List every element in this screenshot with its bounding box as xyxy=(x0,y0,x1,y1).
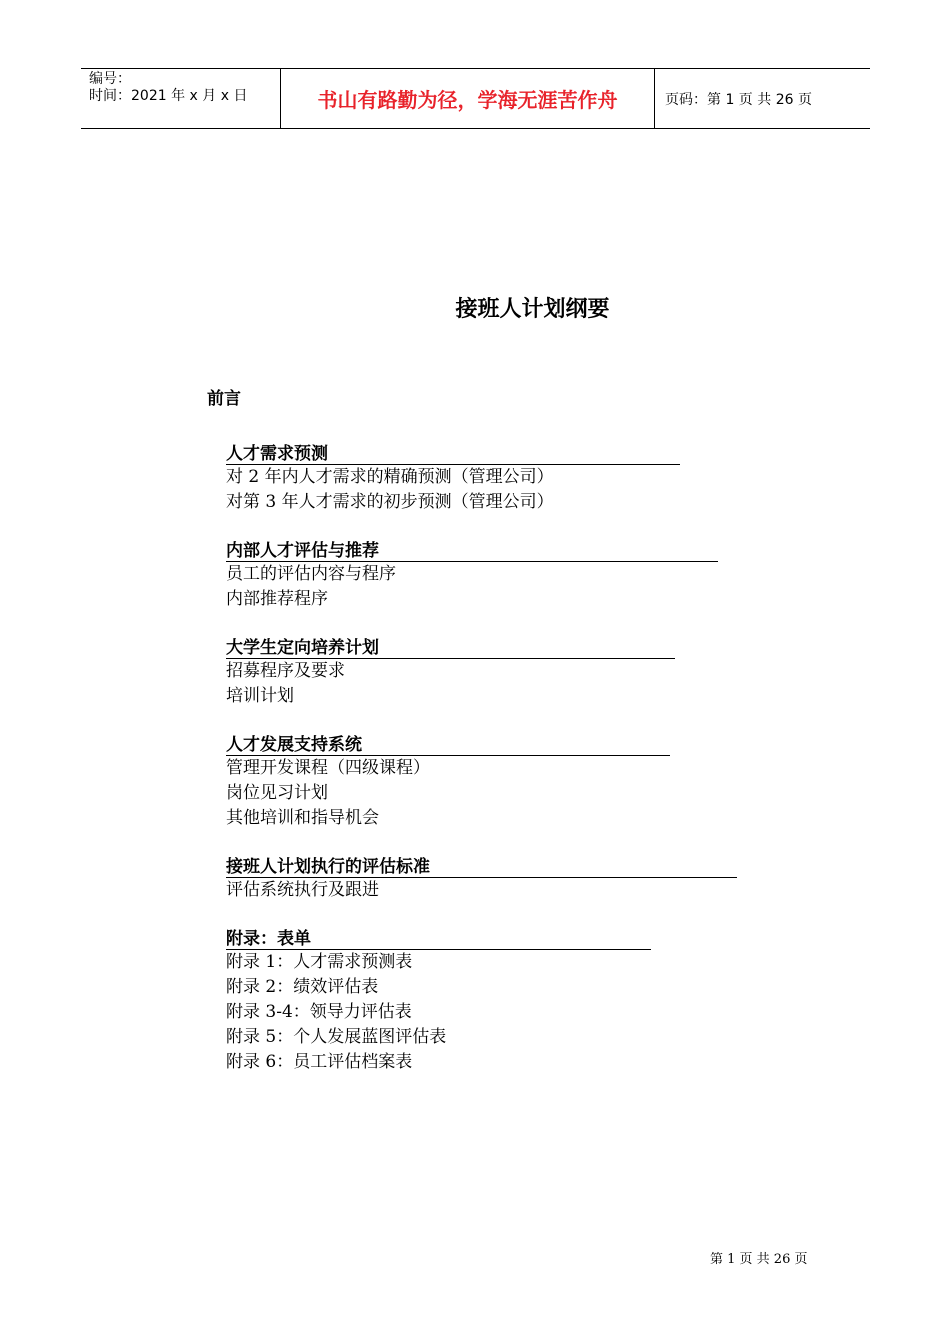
section-item: 附录 1：人才需求预测表 xyxy=(226,952,413,972)
section-heading: 人才发展支持系统 xyxy=(226,734,670,756)
section-heading: 接班人计划执行的评估标准 xyxy=(226,856,737,878)
section-heading: 附录：表单 xyxy=(226,928,651,950)
time-label: 时间：2021 年 x 月 x 日 xyxy=(89,88,248,104)
section-heading: 大学生定向培养计划 xyxy=(226,637,675,659)
section-item: 岗位见习计划 xyxy=(226,783,328,803)
section-appendix xyxy=(226,928,737,1075)
section-item: 培训计划 xyxy=(226,686,294,706)
section-item: 附录 5：个人发展蓝图评估表 xyxy=(226,1027,447,1047)
serial-label: 编号： xyxy=(89,71,131,87)
section-heading: 内部人才评估与推荐 xyxy=(226,540,718,562)
section-item: 其他培训和指导机会 xyxy=(226,808,379,828)
section-item: 附录 6：员工评估档案表 xyxy=(226,1052,413,1072)
section-item: 附录 2：绩效评估表 xyxy=(226,977,379,997)
header-meta xyxy=(81,69,281,128)
outline-sections xyxy=(226,443,737,1100)
header-motto: 书山有路勤为径，学海无涯苦作舟 xyxy=(281,69,655,128)
preface-heading: 前言 xyxy=(207,389,241,409)
page-header xyxy=(81,68,870,129)
section-item: 对第 3 年人才需求的初步预测（管理公司） xyxy=(226,492,554,512)
document-title: 接班人计划纲要 xyxy=(455,297,610,322)
section-internal-evaluation xyxy=(226,540,737,612)
section-item: 对 2 年内人才需求的精确预测（管理公司） xyxy=(226,467,554,487)
section-item: 员工的评估内容与程序 xyxy=(226,564,396,584)
section-talent-forecast xyxy=(226,443,737,515)
section-item: 招募程序及要求 xyxy=(226,661,345,681)
page-footer: 第 1 页 共 26 页 xyxy=(710,1252,808,1267)
section-item: 附录 3-4：领导力评估表 xyxy=(226,1002,412,1022)
section-item: 评估系统执行及跟进 xyxy=(226,880,379,900)
section-item: 内部推荐程序 xyxy=(226,589,328,609)
section-item: 管理开发课程（四级课程） xyxy=(226,758,430,778)
section-development-support xyxy=(226,734,737,831)
section-graduate-program xyxy=(226,637,737,709)
section-heading: 人才需求预测 xyxy=(226,443,680,465)
section-evaluation-criteria xyxy=(226,856,737,903)
header-page-info: 页码：第 1 页 共 26 页 xyxy=(665,91,812,108)
